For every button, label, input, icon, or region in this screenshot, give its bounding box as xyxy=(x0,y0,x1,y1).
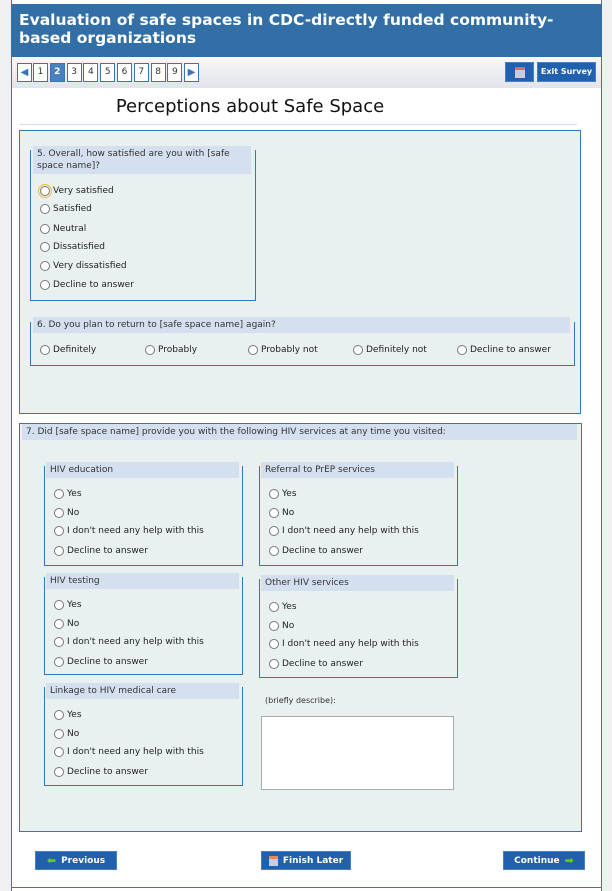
radio-button[interactable] xyxy=(269,621,279,631)
previous-label: Previous xyxy=(61,855,106,866)
option-label: Decline to answer xyxy=(67,657,148,667)
service-option[interactable] xyxy=(54,637,204,647)
q5-option[interactable] xyxy=(40,280,134,290)
service-group-label: HIV education xyxy=(46,462,239,478)
option-label: Definitely not xyxy=(366,345,427,355)
radio-button[interactable] xyxy=(40,224,50,234)
q6-option[interactable] xyxy=(248,345,318,355)
option-label: Very satisfied xyxy=(53,186,114,196)
service-group-label: Linkage to HIV medical care xyxy=(46,683,239,699)
survey-title: Evaluation of safe spaces in CDC-directly funded community-based organizations xyxy=(11,4,602,57)
q5-option[interactable] xyxy=(40,224,86,234)
option-label: Dissatisfied xyxy=(53,242,105,252)
service-option[interactable] xyxy=(54,526,204,536)
service-option[interactable] xyxy=(269,546,363,556)
option-label: Very dissatisfied xyxy=(53,261,127,271)
service-option[interactable] xyxy=(54,657,148,667)
radio-button[interactable] xyxy=(54,747,64,757)
option-label: Decline to answer xyxy=(53,280,134,290)
page-button-5[interactable]: 5 xyxy=(100,63,115,82)
service-option[interactable] xyxy=(269,602,297,612)
radio-button[interactable] xyxy=(40,345,50,355)
option-label: Yes xyxy=(282,602,297,612)
option-label: Decline to answer xyxy=(470,345,551,355)
q7-label: 7. Did [safe space name] provide you with the following HIV services at any time you visited: xyxy=(22,424,577,440)
option-label: No xyxy=(67,619,80,629)
radio-button[interactable] xyxy=(269,526,279,536)
service-option[interactable] xyxy=(269,508,294,518)
finish-later-button[interactable] xyxy=(261,851,351,870)
radio-button[interactable] xyxy=(269,602,279,612)
q5-option[interactable] xyxy=(40,242,105,252)
radio-button[interactable] xyxy=(54,546,64,556)
option-label: I don't need any help with this xyxy=(282,526,419,536)
prev-page-arrow-icon[interactable]: ◀ xyxy=(17,63,32,82)
option-label: Decline to answer xyxy=(282,546,363,556)
floppy-disk-icon xyxy=(515,67,525,78)
describe-textarea[interactable] xyxy=(261,716,454,790)
service-group-label: Other HIV services xyxy=(261,575,454,591)
option-label: Definitely xyxy=(53,345,97,355)
option-label: Decline to answer xyxy=(282,659,363,669)
option-label: Yes xyxy=(282,489,297,499)
service-option[interactable] xyxy=(54,600,82,610)
option-label: No xyxy=(67,508,80,518)
q6-option[interactable] xyxy=(145,345,197,355)
option-label: Satisfied xyxy=(53,204,92,214)
option-label: I don't need any help with this xyxy=(67,526,204,536)
page-button-4[interactable]: 4 xyxy=(83,63,98,82)
service-option[interactable] xyxy=(54,729,79,739)
previous-button[interactable] xyxy=(35,851,117,870)
radio-button[interactable] xyxy=(40,261,50,271)
radio-button[interactable] xyxy=(54,637,64,647)
continue-button[interactable] xyxy=(503,851,585,870)
bottom-border xyxy=(12,887,601,888)
radio-button[interactable] xyxy=(269,546,279,556)
q5-option[interactable] xyxy=(40,261,127,271)
q6-option[interactable] xyxy=(457,345,551,355)
q6-option[interactable] xyxy=(353,345,427,355)
radio-button[interactable] xyxy=(40,280,50,290)
service-option[interactable] xyxy=(54,619,79,629)
radio-button[interactable] xyxy=(457,345,467,355)
option-label: Probably xyxy=(158,345,198,355)
service-option[interactable] xyxy=(269,639,419,649)
page-button-6[interactable]: 6 xyxy=(117,63,132,82)
service-option[interactable] xyxy=(54,489,82,499)
option-label: I don't need any help with this xyxy=(67,637,204,647)
radio-button[interactable] xyxy=(40,204,50,214)
describe-label: (briefly describe): xyxy=(265,696,336,705)
radio-button[interactable] xyxy=(248,345,258,355)
page-button-1[interactable]: 1 xyxy=(33,63,48,82)
radio-button[interactable] xyxy=(40,242,50,252)
continue-label: Continue xyxy=(514,855,560,866)
service-group-label: HIV testing xyxy=(46,573,239,589)
option-label: Neutral xyxy=(53,224,87,234)
service-option[interactable] xyxy=(54,747,204,757)
option-label: No xyxy=(67,729,80,739)
service-option[interactable] xyxy=(269,621,294,631)
radio-button[interactable] xyxy=(269,639,279,649)
q5-option[interactable] xyxy=(40,186,114,196)
option-label: Yes xyxy=(67,600,82,610)
radio-button[interactable] xyxy=(54,710,64,720)
radio-button[interactable] xyxy=(54,619,64,629)
radio-button[interactable] xyxy=(54,767,64,777)
page-button-3[interactable]: 3 xyxy=(67,63,82,82)
radio-button[interactable] xyxy=(269,508,279,518)
radio-button[interactable] xyxy=(353,345,363,355)
option-label: Decline to answer xyxy=(67,767,148,777)
service-option[interactable] xyxy=(269,489,297,499)
radio-button[interactable] xyxy=(54,489,64,499)
radio-button[interactable] xyxy=(54,729,64,739)
q6-option[interactable] xyxy=(40,345,96,355)
q5-label: 5. Overall, how satisfied are you with [safe space name]? xyxy=(33,146,251,174)
service-option[interactable] xyxy=(54,546,148,556)
radio-button[interactable] xyxy=(54,508,64,518)
radio-button[interactable] xyxy=(145,345,155,355)
page-button-2[interactable]: 2 xyxy=(50,63,65,82)
radio-button[interactable] xyxy=(54,600,64,610)
divider xyxy=(20,124,577,125)
option-label: I don't need any help with this xyxy=(282,639,419,649)
page-button-9[interactable]: 9 xyxy=(167,63,182,82)
service-option[interactable] xyxy=(54,508,79,518)
floppy-disk-icon xyxy=(269,856,278,866)
radio-button[interactable] xyxy=(269,659,279,669)
option-label: Decline to answer xyxy=(67,546,148,556)
page-button-7[interactable]: 7 xyxy=(134,63,149,82)
finish-later-label: Finish Later xyxy=(282,855,344,866)
arrow-right-icon: ➡ xyxy=(564,854,574,867)
service-group-label: Referral to PrEP services xyxy=(261,462,454,478)
arrow-left-icon: ⬅ xyxy=(46,854,57,867)
option-label: Yes xyxy=(67,489,82,499)
option-label: I don't need any help with this xyxy=(67,747,204,757)
radio-button[interactable] xyxy=(269,489,279,499)
q5-option[interactable] xyxy=(40,204,92,214)
q6-label: 6. Do you plan to return to [safe space name] again? xyxy=(33,317,570,333)
page-title: Perceptions about Safe Space xyxy=(115,96,385,117)
radio-button[interactable] xyxy=(54,526,64,536)
page-button-8[interactable]: 8 xyxy=(151,63,166,82)
next-page-arrow-icon[interactable]: ▶ xyxy=(184,63,199,82)
service-option[interactable] xyxy=(269,659,363,669)
save-button[interactable] xyxy=(505,62,534,82)
option-label: No xyxy=(282,508,295,518)
exit-survey-button[interactable]: Exit Survey xyxy=(537,62,596,82)
radio-button[interactable] xyxy=(40,186,50,196)
service-option[interactable] xyxy=(54,710,82,720)
service-option[interactable] xyxy=(54,767,148,777)
service-option[interactable] xyxy=(269,526,419,536)
option-label: No xyxy=(282,621,295,631)
option-label: Probably not xyxy=(261,345,318,355)
radio-button[interactable] xyxy=(54,657,64,667)
option-label: Yes xyxy=(67,710,82,720)
